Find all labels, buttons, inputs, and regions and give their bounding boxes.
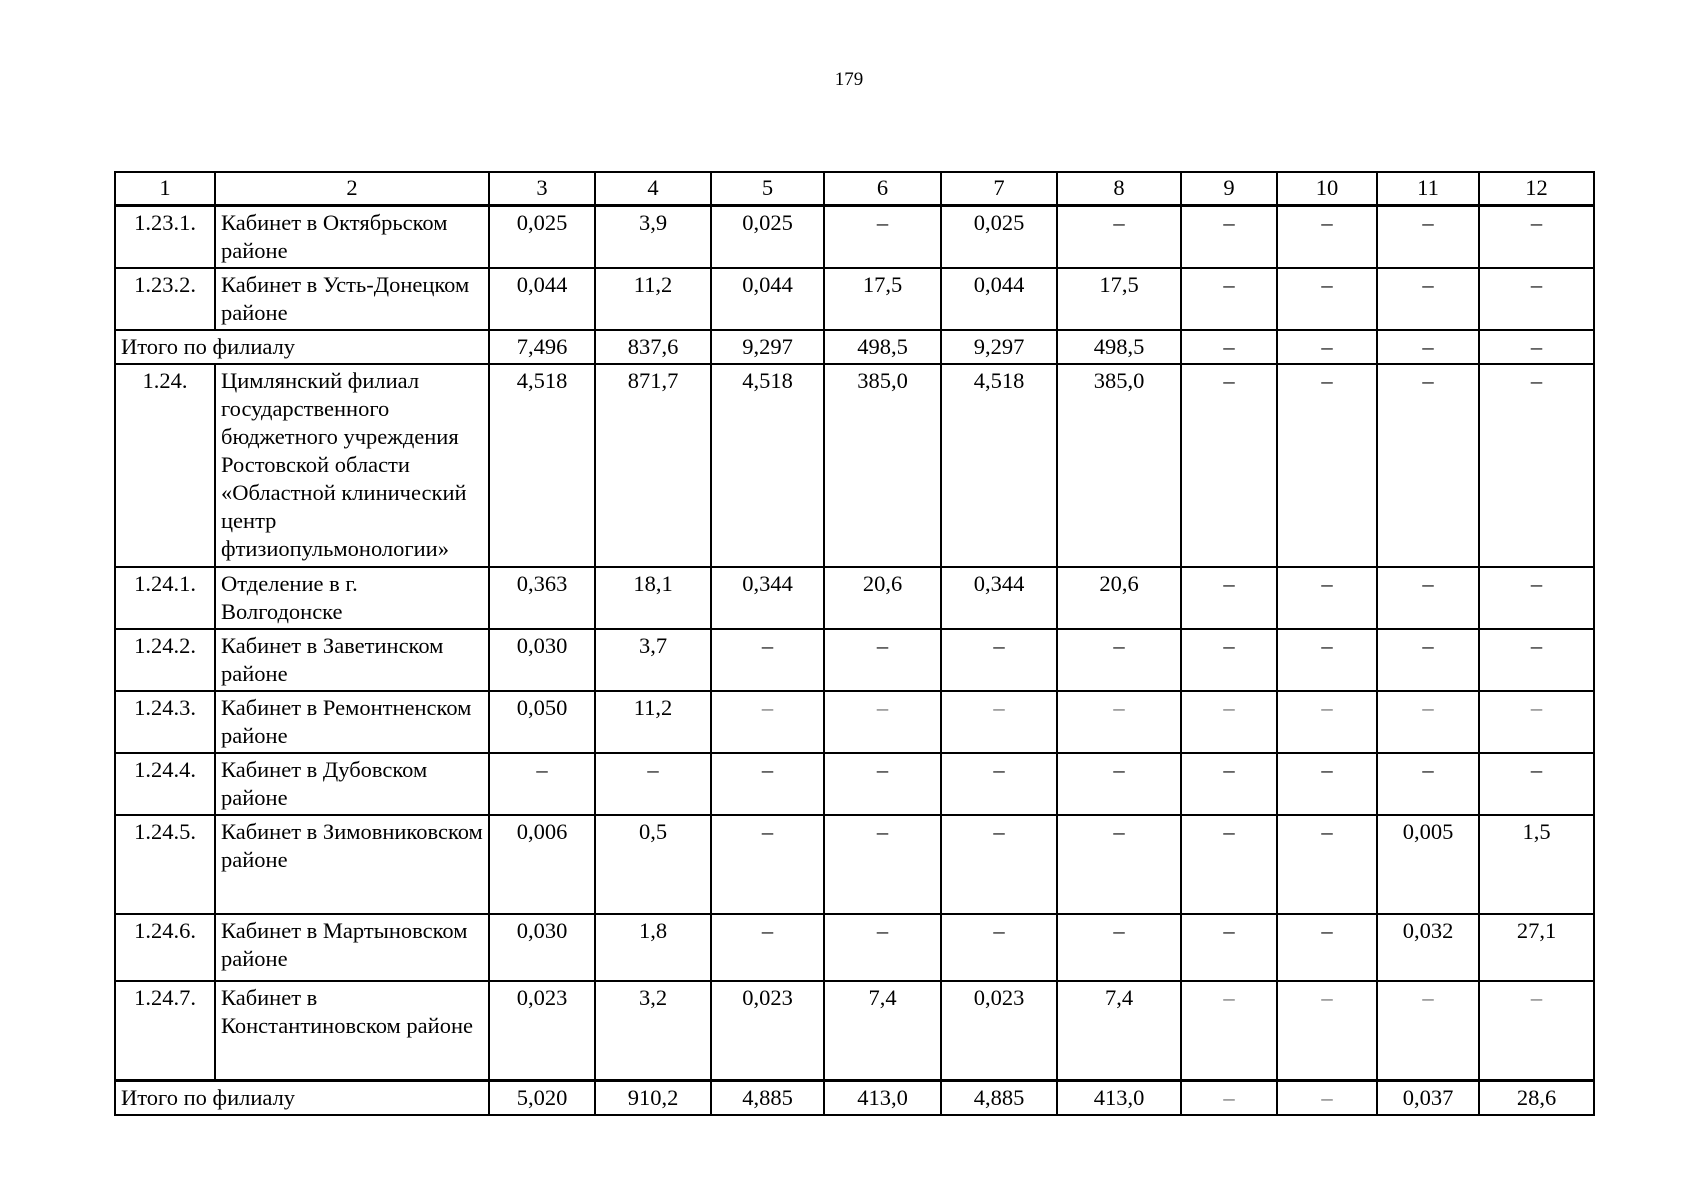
total-row — [115, 330, 1594, 364]
value-cell: – — [1277, 567, 1377, 629]
value-cell: 0,025 — [941, 206, 1057, 269]
value-cell: – — [1181, 753, 1277, 815]
row-number: 1.24.1. — [115, 567, 215, 629]
value-cell: – — [1479, 364, 1594, 567]
page-number: 179 — [834, 69, 864, 90]
value-cell: 17,5 — [1057, 268, 1181, 330]
value-cell: 20,6 — [824, 567, 941, 629]
value-cell: – — [1277, 815, 1377, 914]
value-cell: 1,5 — [1479, 815, 1594, 914]
value-cell: 11,2 — [595, 268, 711, 330]
value-cell: – — [824, 914, 941, 981]
value-cell: – — [824, 629, 941, 691]
value-cell: – — [1479, 567, 1594, 629]
value-cell: 4,518 — [489, 364, 595, 567]
value-cell: – — [824, 691, 941, 753]
value-cell: 28,6 — [1479, 1080, 1594, 1115]
value-cell: 498,5 — [1057, 330, 1181, 364]
value-cell: 4,885 — [941, 1080, 1057, 1115]
value-cell: – — [711, 914, 824, 981]
value-cell: 1,8 — [595, 914, 711, 981]
value-cell: 0,344 — [941, 567, 1057, 629]
value-cell: 4,885 — [711, 1080, 824, 1115]
value-cell: 17,5 — [824, 268, 941, 330]
value-cell: – — [1377, 981, 1479, 1080]
value-cell: 0,030 — [489, 914, 595, 981]
value-cell: – — [941, 691, 1057, 753]
value-cell: – — [1181, 691, 1277, 753]
value-cell: – — [1181, 815, 1277, 914]
value-cell: – — [1181, 629, 1277, 691]
value-cell: 11,2 — [595, 691, 711, 753]
value-cell: – — [941, 753, 1057, 815]
value-cell: – — [1277, 1080, 1377, 1115]
row-number: 1.24.7. — [115, 981, 215, 1080]
value-cell: – — [941, 629, 1057, 691]
value-cell: – — [1479, 268, 1594, 330]
value-cell: 0,023 — [489, 981, 595, 1080]
value-cell: – — [1479, 629, 1594, 691]
column-header: 10 — [1277, 172, 1377, 206]
row-name: Кабинет в Октябрьском районе — [215, 206, 489, 269]
value-cell: 0,023 — [711, 981, 824, 1080]
value-cell: – — [1277, 753, 1377, 815]
value-cell: 27,1 — [1479, 914, 1594, 981]
value-cell: 0,006 — [489, 815, 595, 914]
value-cell: 413,0 — [824, 1080, 941, 1115]
value-cell: – — [1377, 206, 1479, 269]
row-name: Отделение в г. Волгодонске — [215, 567, 489, 629]
table-row — [115, 364, 1594, 567]
column-header: 6 — [824, 172, 941, 206]
table-row — [115, 691, 1594, 753]
table-row — [115, 753, 1594, 815]
value-cell: 413,0 — [1057, 1080, 1181, 1115]
column-header: 8 — [1057, 172, 1181, 206]
value-cell: 5,020 — [489, 1080, 595, 1115]
value-cell: – — [1377, 629, 1479, 691]
value-cell: 0,030 — [489, 629, 595, 691]
value-cell: 498,5 — [824, 330, 941, 364]
value-cell: – — [1057, 691, 1181, 753]
value-cell: – — [1057, 206, 1181, 269]
value-cell: – — [1277, 206, 1377, 269]
value-cell: – — [711, 815, 824, 914]
total-label: Итого по филиалу — [115, 330, 489, 364]
value-cell: – — [1277, 914, 1377, 981]
value-cell: – — [1181, 914, 1277, 981]
column-header: 5 — [711, 172, 824, 206]
value-cell: – — [941, 914, 1057, 981]
table-row — [115, 268, 1594, 330]
value-cell: – — [1057, 753, 1181, 815]
value-cell: – — [711, 753, 824, 815]
value-cell: – — [1377, 691, 1479, 753]
value-cell: 910,2 — [595, 1080, 711, 1115]
value-cell: 3,2 — [595, 981, 711, 1080]
table-row — [115, 981, 1594, 1080]
row-number: 1.24.3. — [115, 691, 215, 753]
value-cell: – — [1377, 753, 1479, 815]
row-name: Кабинет в Зимовниковском районе — [215, 815, 489, 914]
value-cell: – — [711, 691, 824, 753]
value-cell: 0,037 — [1377, 1080, 1479, 1115]
value-cell: – — [1377, 268, 1479, 330]
value-cell: – — [1479, 753, 1594, 815]
value-cell: – — [1181, 1080, 1277, 1115]
value-cell: 3,7 — [595, 629, 711, 691]
value-cell: 0,032 — [1377, 914, 1479, 981]
value-cell: – — [1377, 567, 1479, 629]
value-cell: – — [1277, 268, 1377, 330]
value-cell: – — [1479, 206, 1594, 269]
value-cell: 0,044 — [489, 268, 595, 330]
row-number: 1.23.1. — [115, 206, 215, 269]
value-cell: 0,050 — [489, 691, 595, 753]
value-cell: – — [489, 753, 595, 815]
column-header: 11 — [1377, 172, 1479, 206]
column-header: 3 — [489, 172, 595, 206]
row-number: 1.23.2. — [115, 268, 215, 330]
row-name: Кабинет в Усть-Донецком районе — [215, 268, 489, 330]
value-cell: – — [824, 753, 941, 815]
value-cell: 0,5 — [595, 815, 711, 914]
value-cell: – — [1057, 914, 1181, 981]
row-name: Цимлянский филиал государственного бюджетного учреждения Ростовской области «Областной клинический центр фтизиопульмонологии» — [215, 364, 489, 567]
row-name: Кабинет в Дубовском районе — [215, 753, 489, 815]
value-cell: – — [1277, 330, 1377, 364]
value-cell: – — [1479, 691, 1594, 753]
value-cell: – — [1277, 629, 1377, 691]
table-row — [115, 815, 1594, 914]
value-cell: – — [1181, 981, 1277, 1080]
row-name: Кабинет в Заветинском районе — [215, 629, 489, 691]
data-table — [114, 171, 1595, 1116]
value-cell: – — [711, 629, 824, 691]
value-cell: 3,9 — [595, 206, 711, 269]
value-cell: 0,044 — [941, 268, 1057, 330]
value-cell: 0,025 — [711, 206, 824, 269]
table-row — [115, 914, 1594, 981]
value-cell: – — [1057, 629, 1181, 691]
row-number: 1.24.2. — [115, 629, 215, 691]
value-cell: – — [1181, 206, 1277, 269]
value-cell: 0,005 — [1377, 815, 1479, 914]
value-cell: – — [1479, 330, 1594, 364]
value-cell: – — [1277, 364, 1377, 567]
value-cell: 7,4 — [824, 981, 941, 1080]
column-header: 7 — [941, 172, 1057, 206]
value-cell: – — [1277, 691, 1377, 753]
value-cell: – — [1057, 815, 1181, 914]
value-cell: 7,496 — [489, 330, 595, 364]
column-header: 4 — [595, 172, 711, 206]
total-label: Итого по филиалу — [115, 1080, 489, 1115]
value-cell: – — [941, 815, 1057, 914]
value-cell: – — [824, 815, 941, 914]
value-cell: – — [1377, 364, 1479, 567]
value-cell: – — [1181, 268, 1277, 330]
value-cell: 4,518 — [711, 364, 824, 567]
table-row — [115, 629, 1594, 691]
row-number: 1.24.5. — [115, 815, 215, 914]
value-cell: 385,0 — [824, 364, 941, 567]
value-cell: 20,6 — [1057, 567, 1181, 629]
value-cell: 0,044 — [711, 268, 824, 330]
total-row — [115, 1080, 1594, 1115]
value-cell: – — [1377, 330, 1479, 364]
row-name: Кабинет в Мартыновском районе — [215, 914, 489, 981]
value-cell: 0,363 — [489, 567, 595, 629]
table-row — [115, 206, 1594, 269]
value-cell: 0,344 — [711, 567, 824, 629]
column-header: 12 — [1479, 172, 1594, 206]
row-name: Кабинет в Ремонтненском районе — [215, 691, 489, 753]
table-body — [115, 206, 1594, 1115]
value-cell: – — [1181, 567, 1277, 629]
column-header: 9 — [1181, 172, 1277, 206]
value-cell: – — [824, 206, 941, 269]
row-number: 1.24.6. — [115, 914, 215, 981]
value-cell: – — [1181, 330, 1277, 364]
table-row — [115, 567, 1594, 629]
value-cell: 0,023 — [941, 981, 1057, 1080]
value-cell: 4,518 — [941, 364, 1057, 567]
value-cell: 9,297 — [711, 330, 824, 364]
value-cell: 385,0 — [1057, 364, 1181, 567]
value-cell: 18,1 — [595, 567, 711, 629]
value-cell: 9,297 — [941, 330, 1057, 364]
value-cell: 7,4 — [1057, 981, 1181, 1080]
value-cell: – — [1181, 364, 1277, 567]
row-number: 1.24. — [115, 364, 215, 567]
row-name: Кабинет в Константиновском районе — [215, 981, 489, 1080]
column-number-row — [115, 172, 1594, 206]
value-cell: – — [595, 753, 711, 815]
column-header: 2 — [215, 172, 489, 206]
value-cell: 0,025 — [489, 206, 595, 269]
value-cell: 837,6 — [595, 330, 711, 364]
row-number: 1.24.4. — [115, 753, 215, 815]
value-cell: – — [1277, 981, 1377, 1080]
value-cell: – — [1479, 981, 1594, 1080]
value-cell: 871,7 — [595, 364, 711, 567]
column-header: 1 — [115, 172, 215, 206]
